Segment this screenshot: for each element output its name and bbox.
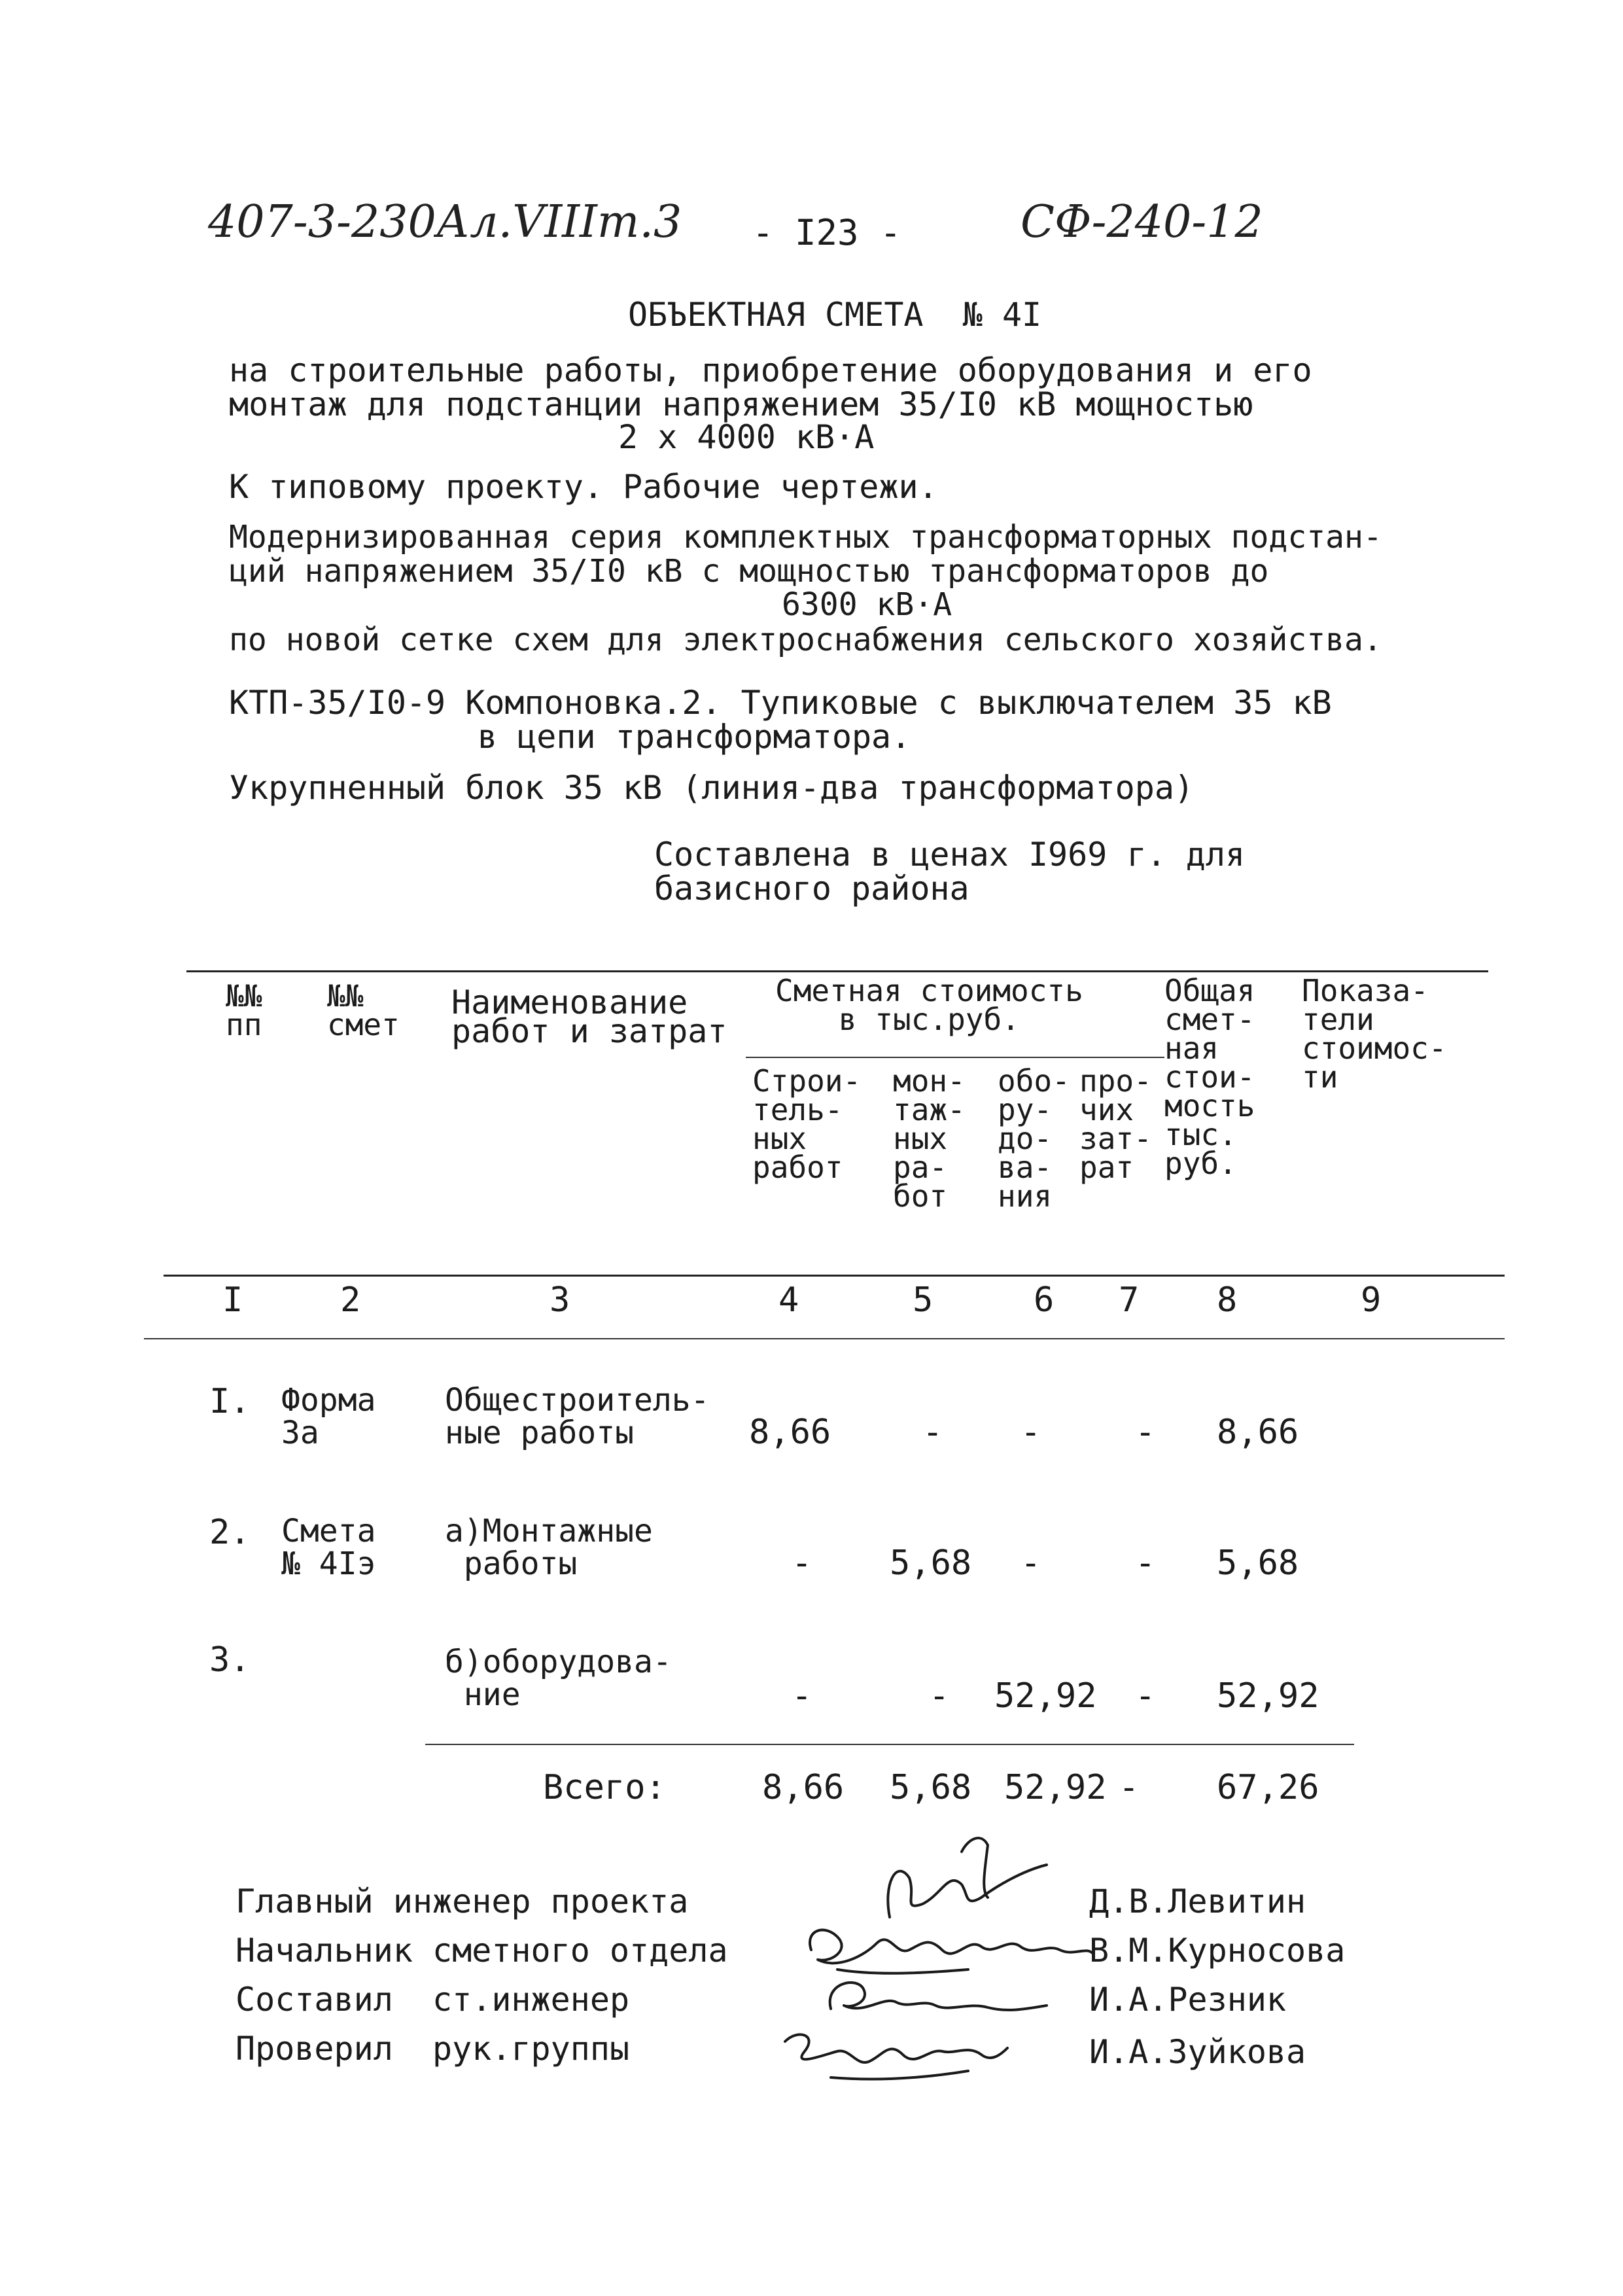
row-other: - <box>1135 1413 1156 1452</box>
row-construction: 8,66 <box>749 1413 831 1452</box>
row-name: а)Монтажные работы <box>445 1513 653 1582</box>
row-number: 2. <box>209 1513 251 1552</box>
header-other: про- чих зат- рат <box>1079 1063 1152 1185</box>
col-number-4: 4 <box>778 1280 799 1320</box>
row-estimate: Смета № 4Iэ <box>281 1513 376 1582</box>
signature-role-4: Проверил рук.группы <box>236 2030 630 2068</box>
project-line: К типовому проекту. Рабочие чертежи. <box>229 468 938 506</box>
signature-name-4: И.А.Зуйкова <box>1089 2033 1306 2071</box>
col-number-7: 7 <box>1119 1280 1140 1320</box>
col-number-6: 6 <box>1034 1280 1055 1320</box>
series-line-3: 6300 кВ·А <box>782 586 952 623</box>
signature-mark-4 <box>772 2015 1021 2087</box>
row-total: 8,66 <box>1217 1413 1299 1452</box>
total-rule <box>425 1744 1354 1745</box>
row-estimate: Форма 3а <box>281 1382 376 1451</box>
col-number-2: 2 <box>340 1280 361 1320</box>
row-equipment: - <box>1021 1544 1041 1583</box>
col-number-8: 8 <box>1217 1280 1238 1320</box>
ktp-line-1: КТП-35/I0-9 Компоновка.2. Тупиковые с выключателем 35 кВ <box>229 684 1332 722</box>
header-installation: мон- таж- ных ра- бот <box>893 1063 966 1214</box>
row-name: б)оборудова- ние <box>445 1644 672 1713</box>
row-construction: - <box>792 1676 812 1716</box>
total-installation: 5,68 <box>890 1768 972 1807</box>
document-title: ОБЪЕКТНАЯ СМЕТА № 4I <box>628 296 1042 334</box>
row-installation: - <box>922 1413 943 1452</box>
header-group-rule <box>746 1057 1164 1058</box>
row-installation: - <box>929 1676 950 1716</box>
header-estimate-number: №№ смет <box>327 978 400 1042</box>
total-construction: 8,66 <box>762 1768 845 1807</box>
total-sum: 67,26 <box>1217 1768 1319 1807</box>
header-group-cost: Сметная стоимость в тыс.руб. <box>775 973 1083 1037</box>
series-line-1: Модернизированная серия комплектных трансформаторных подстан- <box>229 519 1382 556</box>
row-equipment: 52,92 <box>994 1676 1097 1716</box>
header-equipment: обо- ру- до- ва- ния <box>998 1063 1070 1214</box>
total-equipment: 52,92 <box>1004 1768 1107 1807</box>
ktp-line-2: в цепи трансформатора. <box>478 718 911 756</box>
header-construction: Строи- тель- ных работ <box>752 1063 862 1185</box>
prices-line-1: Составлена в ценах I969 г. для <box>654 836 1246 874</box>
col-number-9: 9 <box>1361 1280 1382 1320</box>
subtitle-line-2: монтаж для подстанции напряжением 35/I0 кВ мощностью <box>229 385 1253 423</box>
signature-role-2: Начальник сметного отдела <box>236 1932 728 1969</box>
page-number: - I23 - <box>752 212 901 253</box>
header-row-number: №№ пп <box>226 978 262 1042</box>
document-code-right: СФ-240-12 <box>1021 196 1263 248</box>
row-number: I. <box>209 1382 251 1421</box>
signature-role-1: Главный инженер проекта <box>236 1882 689 1920</box>
document-code-left: 407-3-230Ал.VIIIт.3 <box>208 196 682 248</box>
signature-name-3: И.А.Резник <box>1089 1981 1287 2019</box>
series-line-4: по новой сетке схем для электроснабжения сельского хозяйства. <box>229 622 1382 658</box>
row-total: 52,92 <box>1217 1676 1319 1716</box>
header-indicators: Показа- тели стоимос- ти <box>1302 973 1447 1095</box>
row-number: 3. <box>209 1640 251 1680</box>
subtitle-line-1: на строительные работы, приобретение оборудования и его <box>229 351 1312 389</box>
column-number-rule <box>144 1338 1505 1339</box>
col-number-5: 5 <box>913 1280 934 1320</box>
subtitle-line-3: 2 х 4000 кВ·А <box>618 418 875 456</box>
prices-line-2: базисного района <box>654 870 969 908</box>
signature-name-2: В.М.Курносова <box>1089 1932 1346 1969</box>
row-other: - <box>1135 1544 1156 1583</box>
series-line-2: ций напряжением 35/I0 кВ с мощностью трансформаторов до <box>229 553 1269 590</box>
row-installation: 5,68 <box>890 1544 972 1583</box>
signature-role-3: Составил ст.инженер <box>236 1981 630 2019</box>
row-equipment: - <box>1021 1413 1041 1452</box>
table-top-rule <box>186 970 1488 972</box>
col-number-1: I <box>222 1280 243 1320</box>
row-construction: - <box>792 1544 812 1583</box>
signature-name-1: Д.В.Левитин <box>1089 1882 1306 1920</box>
header-total-cost: Общая смет- ная стои- мость тыс. руб. <box>1164 973 1255 1181</box>
block-line: Укрупненный блок 35 кВ (линия-два трансформатора) <box>229 769 1195 807</box>
total-label: Всего: <box>543 1768 666 1807</box>
header-bottom-rule <box>164 1275 1505 1277</box>
col-number-3: 3 <box>550 1280 570 1320</box>
row-other: - <box>1135 1676 1156 1716</box>
total-other: - <box>1119 1768 1140 1807</box>
row-name: Общестроитель- ные работы <box>445 1382 710 1451</box>
row-total: 5,68 <box>1217 1544 1299 1583</box>
header-name: Наименование работ и затрат <box>451 983 727 1050</box>
